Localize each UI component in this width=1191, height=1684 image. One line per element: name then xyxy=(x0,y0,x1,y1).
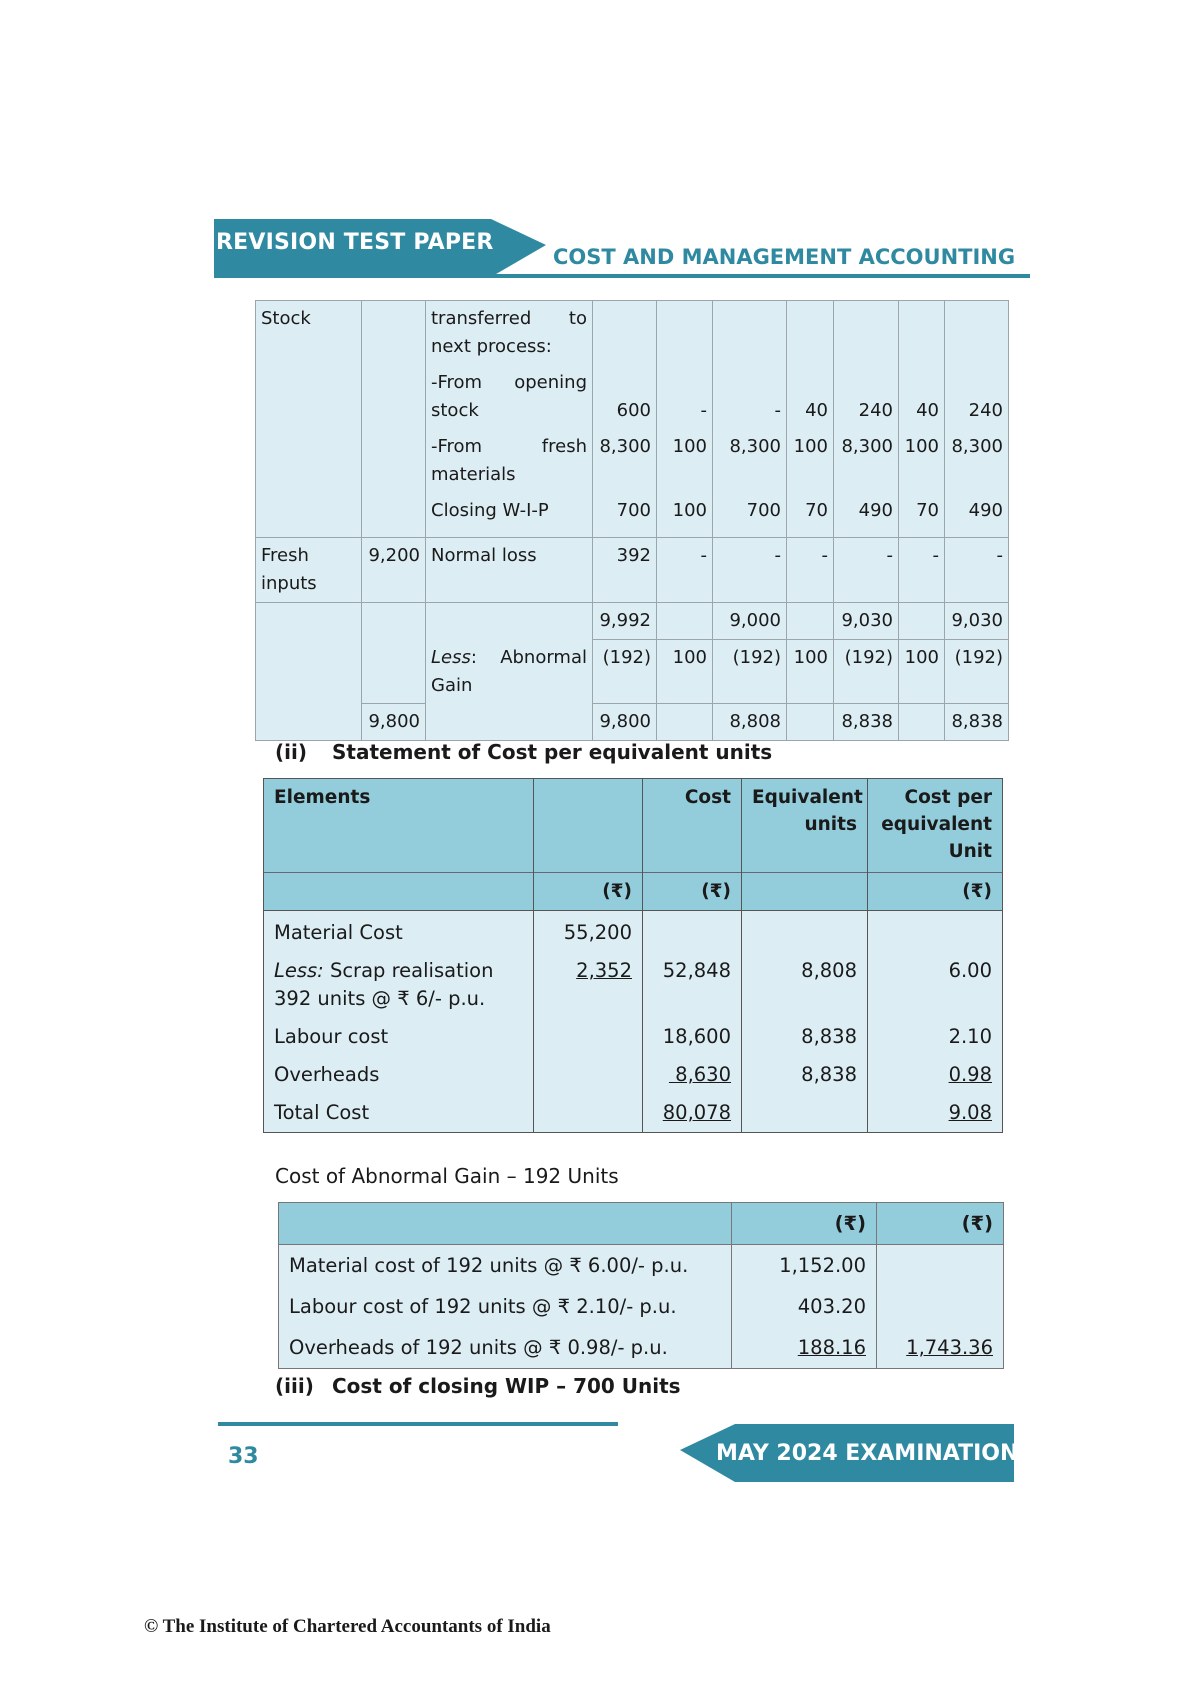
table-header-row: (₹) (₹) xyxy=(279,1203,1004,1245)
abnormal-gain-title: Cost of Abnormal Gain – 192 Units xyxy=(275,1164,619,1188)
table-row: Less: Scrap realisation 392 units @ ₹ 6/- p.u. 2,352 52,848 8,808 6.00 xyxy=(264,952,1003,1018)
table-row: Material Cost 55,200 xyxy=(264,911,1003,953)
table-row: Overheads 8,630 8,838 0.98 xyxy=(264,1056,1003,1094)
table-row: Overheads of 192 units @ ₹ 0.98/- p.u. 188.16 1,743.36 xyxy=(279,1327,1004,1369)
header-rule xyxy=(214,274,1030,278)
copyright-notice: © The Institute of Chartered Accountants of India xyxy=(144,1616,551,1637)
section-iii-title: Cost of closing WIP – 700 Units xyxy=(332,1374,681,1398)
page-number: 33 xyxy=(228,1444,259,1469)
table-row: Material cost of 192 units @ ₹ 6.00/- p.u. 1,152.00 xyxy=(279,1245,1004,1287)
stock-label: Stock xyxy=(256,301,362,538)
table-row: Labour cost of 192 units @ ₹ 2.10/- p.u. 403.20 xyxy=(279,1286,1004,1327)
table-row: Closing W-I-P 700 100 700 70 490 70 490 xyxy=(256,493,1009,529)
fresh-inputs-label: Fresh inputs xyxy=(256,538,362,603)
exam-label: MAY 2024 EXAMINATION xyxy=(716,1441,1019,1466)
table-header-row: (₹) (₹) (₹) xyxy=(264,873,1003,911)
abnormal-gain-table xyxy=(278,1202,1004,1369)
header-left-title: REVISION TEST PAPER xyxy=(216,230,494,255)
table-row: 9,992 9,000 9,030 9,030 xyxy=(256,603,1009,640)
total-left-value: 9,800 xyxy=(362,704,426,741)
table-row: 9,800 9,800 8,808 8,838 8,838 xyxy=(256,704,1009,741)
fresh-inputs-value: 9,200 xyxy=(362,538,426,603)
table-header-row: Elements Cost Equivalent units Cost per equivalent Unit xyxy=(264,779,1003,873)
table-row: -From fresh materials 8,300 100 8,300 100 8,300 100 8,300 xyxy=(256,429,1009,493)
section-iii-number: (iii) xyxy=(275,1374,314,1398)
section-ii-number: (ii) xyxy=(275,740,307,764)
table-row: Labour cost 18,600 8,838 2.10 xyxy=(264,1018,1003,1056)
table-row: Stock transferred to next process: xyxy=(256,301,1009,366)
process-account-table xyxy=(255,300,1009,741)
section-ii-title: Statement of Cost per equivalent units xyxy=(332,740,773,764)
footer-rule xyxy=(218,1422,618,1426)
table-row: Fresh inputs 9,200 Normal loss 392 - - - - - - xyxy=(256,538,1009,603)
table-row: Total Cost 80,078 9.08 xyxy=(264,1094,1003,1133)
cost-per-equivalent-unit-table xyxy=(263,778,1003,1133)
header-right-title: COST AND MANAGEMENT ACCOUNTING xyxy=(553,245,1016,269)
table-row: -From opening stock 600 - - 40 240 40 240 xyxy=(256,365,1009,429)
table-row: Less: Abnormal Gain (192) 100 (192) 100 (192) 100 (192) xyxy=(256,640,1009,704)
